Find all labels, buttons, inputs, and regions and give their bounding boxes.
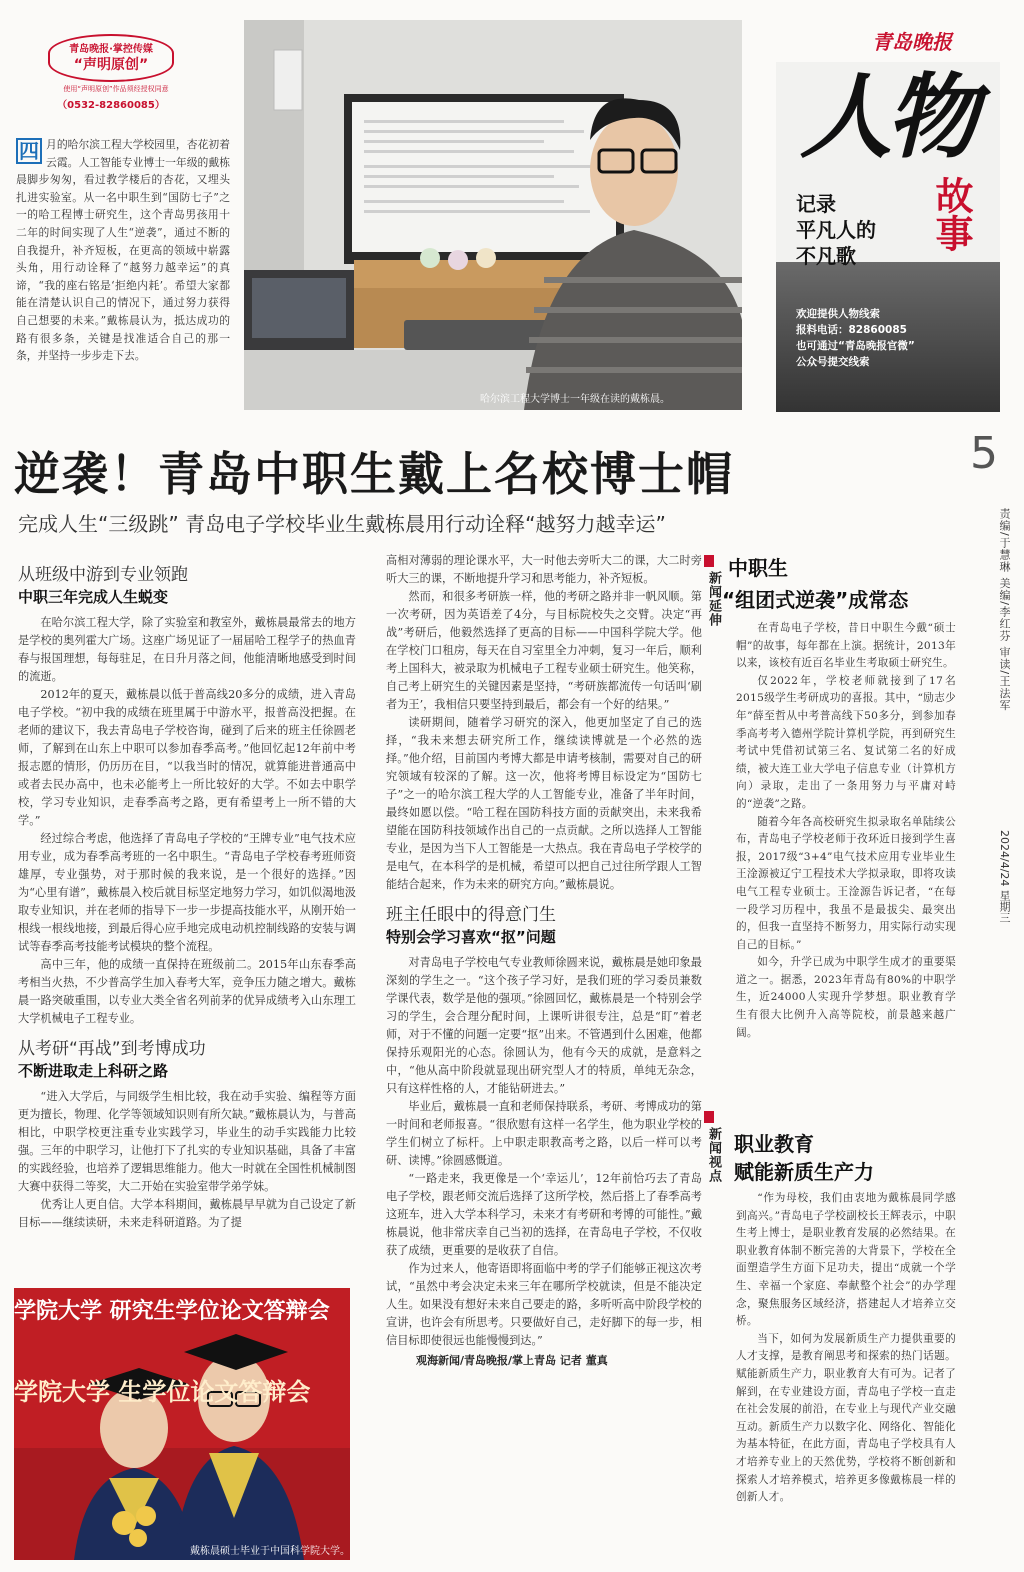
graduation-scene (14, 1288, 350, 1560)
column-2 (386, 552, 702, 1368)
col2-paragraph: “一路走来，我更像是一个‘幸运儿’，12年前恰巧去了青岛电子学校，跟老师交流后选择了这所学校，然后搭上了春季高考这班车，进入大学本科学习，未来才有考研和考博的可能性。”戴栋晨说，他非常庆幸自己当初的选择，在青岛电子学校，不仅收获了成绩，更重要的是收获了自信。 (386, 1172, 702, 1257)
stamp-line3: 使用“声明原创”作品须经授权同意 (63, 85, 169, 93)
intro-drop-cap: 四 (16, 138, 42, 164)
col1-paragraph: 优秀让人更自信。大学本科期间，戴栋晨早早就为自己设定了新目标——继续读研，未来走科研道路。为了提 (18, 1198, 356, 1229)
section1-heading: 从班级中游到专业领跑 (18, 565, 188, 585)
col2-paragraph: 高相对薄弱的理论课水平，大一时他去旁听大二的课，大二时旁听大三的课，不断地提升学习和思考能力，补齐短板。 (386, 554, 702, 585)
bottom-photo (14, 1288, 350, 1560)
red-marker-icon (704, 555, 714, 567)
headline-subtitle: 完成人生“三级跳” 青岛电子学校毕业生戴栋晨用行动诠释“越努力越幸运” (18, 512, 666, 536)
col1-paragraph: 在哈尔滨工程大学，除了实验室和教室外，戴栋晨最常去的地方是学校的奥列霍大广场。这座广场见证了一届届哈工程学子的热血青春与报国理想，每每驻足，在日升月落之间，他能清晰地感受到时间的流逝。 (18, 616, 356, 683)
col1-paragraph: 经过综合考虑，他选择了青岛电子学校的“王牌专业”电气技术应用专业，成为春季高考班的一名中职生。“青岛电子学校春考班师资雄厚，专业强势，对于那时候的我来说，是一个很好的选择。”因为“心里有谱”，戴栋晨入校后就目标坚定地努力学习，如饥似渴地汲取专业知识，并在老师的指导下一步一步提高技能水平，从刚开始一根线一根线地接，到最后得心应手地完成电动机控制线路的安装与调试等春季高考技能考试模块的整个流程。 (18, 832, 356, 953)
column-title-vertical: 故事 (929, 176, 974, 252)
col2-paragraph: 读研期间，随着学习研究的深入，他更加坚定了自己的选择，“我未来想去研究所工作，继续读博就是一个必然的选择。”他介绍，目前国内考博大都是申请考核制，需要对自己的研究领域有较深的了解。这一次，他将考博目标设定为“国防七子”之一的哈尔滨工程大学的人工智能专业，准备了半年时间，最终如愿以偿。“哈工程在国防科技方面的贡献突出，未来我希望能在国防科技领域作出自己的一点贡献。之所以选择人工智能专业，是因为当下人工智能是一大热点。我在青岛电子学校学的是电气，在本科学的是机械，希望可以把自己过往所学跟人工智能结合起来，作为未来的研究方向。”戴栋晨说。 (386, 716, 702, 891)
side-paragraph: 在青岛电子学校，昔日中职生今戴“硕士帽”的故事，每年都在上演。据统计，2013年以来，该校有近百名毕业生考取硕士研究生。 (736, 622, 956, 670)
side-paragraph: 如今，升学已成为中职学生成才的重要渠道之一。据悉，2023年青岛有80%的中职学生，近24000人实现升学梦想。职业教育学生有很大比例升入高等院校，前景越来越广阔。 (736, 956, 956, 1039)
section3-subheading: 特别会学习喜欢“抠”问题 (386, 928, 556, 946)
contact-line1: 欢迎提供人物线索 (796, 308, 880, 320)
contact-line4: 公众号提交线索 (796, 356, 870, 368)
col2-paragraph: 然而，和很多考研族一样，他的考研之路并非一帆风顺。第一次考研，因为英语差了4分，与目标院校失之交臂。决定“再战”考研后，他毅然选择了更高的目标——中国科学院大学。他在学校门口租房，每天在自习室里全力冲刺，复习一年后，顺利考上国科大，被录取为机械电子工程专业硕士研究生。他笑称，自己考上研究生的关键因素是坚持，“考研族都流传一句话叫‘刷者为王’，我相信只要坚持到最后，都会有一个好的结果。” (386, 590, 702, 711)
col2-paragraph: 作为过来人，他寄语即将面临中考的学子们能够正视这次考试，“虽然中考会决定未来三年在哪所学校就读，但是不能决定人生。如果没有想好未来自己要走的路，多听听高中阶段学校的宣讲，也许会有所思考。只要做好自己，走好脚下的每一步，相信目标即使很远也能慢慢到达。” (386, 1262, 702, 1347)
col1-paragraph: “进入大学后，与同级学生相比较，我在动手实验、编程等方面更为擅长，物理、化学等领域知识则有所欠缺。”戴栋晨认为，与普高相比，中职学校更注重专业实践学习，毕业生的动手实践能力比较强。三年的中职学习，让他打下了扎实的专业知识基础，具备了丰富的实践经验，也培养了逻辑思维能力。他大一时就在全国性机械制图大赛中获得二等奖，大二开始在实验室带学弟学妹。 (18, 1090, 356, 1193)
byline: 观海新闻/青岛晚报/掌上青岛 记者 董真 (416, 1354, 608, 1367)
headline-title: 逆袭！青岛中职生戴上名校博士帽 (14, 447, 734, 501)
side-section-2 (736, 1190, 956, 1507)
original-stamp (36, 28, 196, 112)
side-paragraph: “作为母校，我们由衷地为戴栋晨同学感到高兴。”青岛电子学校副校长王辉表示，中职生考上博士，是职业教育发展的必然结果。在职业教育体制不断完善的大背景下，学校在全面塑造学生方面下足功夫，提出“成就一个学生、幸福一个家庭、奉献整个社会”的办学理念，聚焦服务区域经济，搭建起人才培养立交桥。 (736, 1192, 956, 1328)
column-slogan-3: 不凡歌 (796, 244, 856, 268)
stamp-line2: “声明原创” (73, 57, 149, 73)
side-tag-2 (704, 1108, 720, 1183)
side-heading-1b: “组团式逆袭”成常态 (722, 588, 909, 612)
column-slogan-1: 记录 (796, 192, 836, 216)
col2-paragraph: 毕业后，戴栋晨一直和老师保持联系，考研、考博成功的第一时间和老师报喜。“很欣慰有这样一名学生，他为职业学校的学生们树立了标杆。上中职走职教高考之路，以后一样可以考研、读博。”徐圆感慨道。 (386, 1100, 702, 1167)
side-heading-1a: 中职生 (728, 556, 788, 580)
section2-heading: 从考研“再战”到考博成功 (18, 1039, 206, 1059)
contact-line2: 报料电话：82860085 (796, 324, 907, 336)
col1-paragraph: 高中三年，他的成绩一直保持在班级前二。2015年山东春季高考相当火热，不少普高学生加入春考大军，竞争压力随之增大。戴栋晨一路突破重围，以专业大类全省名列前茅的优异成绩考入山东理工大学机械电子工程专业。 (18, 958, 356, 1025)
photo-scene (244, 20, 742, 410)
column-slogan-2: 平凡人的 (796, 218, 876, 242)
issue-date: 2024/4/24 星期三 (998, 830, 1011, 923)
section3-heading: 班主任眼中的得意门生 (386, 905, 556, 925)
side-section-1 (736, 620, 956, 1042)
page-number: 5 (970, 428, 998, 479)
side-tag-label: 新闻延伸 (706, 571, 721, 627)
top-photo (244, 20, 742, 410)
side-paragraph: 随着今年各高校研究生拟录取名单陆续公布，青岛电子学校老师于孜环近日接到学生喜报，2017级“3+4”电气技术应用专业毕业生王淦源被辽宁工程技术大学拟录取，即将攻读电气工程专业硕士。王淦源告诉记者，“在每一段学习历程中，我虽不是最拔尖、最突出的，但我一直坚持不断努力，用实际行动实现自己的目标。” (736, 815, 956, 951)
photo-banner-2: 学院大学 生学位论文答辩会 (14, 1378, 311, 1406)
column-title-big: 人物 (800, 63, 973, 171)
intro-paragraph (16, 136, 230, 365)
stamp-line1: 青岛晚报·掌控传媒 (69, 44, 153, 55)
staff-credits: 责编/于慧琳 美编/李红芬 审读/王法军 (998, 508, 1011, 712)
stamp-phone: （0532-82860085） (57, 100, 165, 111)
top-photo-caption: 哈尔滨工程大学博士一年级在读的戴栋晨。 (480, 394, 670, 405)
brand-name: 青岛晚报 (872, 30, 952, 54)
col1-paragraph: 2012年的夏天，戴栋晨以低于普高线20多分的成绩，进入青岛电子学校。“初中我的成绩在班里属于中游水平，报普高没把握。在老师的建议下，我去青岛电子学校咨询，碰到了后来的班主任徐圆老师，了解到在山东上中职可以参加春季高考。”他回忆起12年前中考报志愿的情形，仍历历在目，“以我当时的情况，就算能进普通高中或者去民办高中，也未必能考上一所比较好的大学。不如去中职学校，学习专业知识，走春季高考之路，更有希望考上一所不错的大学。” (18, 688, 356, 827)
side-paragraph: 仅2022年，学校老师就接到了17名2015级学生考研成功的喜报。其中，“励志少年”薛至哲从中考普高线下50多分，到参加春季高考考入德州学院计算机学院，再到研究生考试中凭借初试第三名、复试第二名的好成绩，被大连工业大学电子信息专业（计算机方向）录取，走出了一条用努力与平庸对峙的“逆袭”之路。 (736, 674, 956, 810)
side-paragraph: 当下，如何为发展新质生产力提供重要的人才支撑，是教育阐思考和探索的热门话题。赋能新质生产力，职业教育大有可为。记者了解到，在专业建设方面，青岛电子学校一直走在社会发展的前沿，在专业上与现代产业交融互动。新质生产力以数字化、网络化、智能化为基本特征，在此方面，青岛电子学校具有人才培养专业上的天然优势，学校将不断创新和探索人才培养模式，培养更多像戴栋晨一样的创新人才。 (736, 1332, 956, 1504)
section1-subheading: 中职三年完成人生蜕变 (18, 588, 169, 606)
side-tag-1 (704, 552, 720, 627)
photo-banner-1: 学院大学 研究生学位论文答辩会 (14, 1299, 330, 1324)
red-marker-icon (704, 1111, 714, 1123)
side-heading-2a: 职业教育 (734, 1132, 814, 1156)
side-heading-2b: 赋能新质生产力 (734, 1160, 874, 1184)
col2-paragraph: 对青岛电子学校电气专业教师徐圆来说，戴栋晨是她印象最深刻的学生之一。“这个孩子学习好，是我们班的学习委员兼数学课代表，数学是他的强项。”徐圆回忆，戴栋晨是一个特别会学习的学生，会合理分配时间，上课听讲很专注，总是“盯”着老师，对于不懂的问题一定要“抠”出来。不管遇到什么困难，他都保持乐观阳光的心态。徐圆认为，他有今天的成就，是意料之中，“他从高中阶段就显现出研究型人才的特质，单纯无杂念，只有这样性格的人，才能钻研进去。” (386, 956, 702, 1095)
contact-line3: 也可通过“青岛晚报官微” (796, 340, 915, 352)
section2-subheading: 不断进取走上科研之路 (18, 1062, 169, 1080)
column-1 (18, 564, 356, 1232)
intro-text: 月的哈尔滨工程大学校园里，杏花初着云霞。人工智能专业博士一年级的戴栋晨脚步匆匆，看过教学楼后的杏花，又埋头扎进实验室。从一名中职生到“国防七子”之一的哈工程博士研究生，这个青岛男孩用十二年的时间实现了人生“逆袭”，通过不断的自我提升，补齐短板，在更高的领域中崭露头角，用行动诠释了“越努力越幸运”的真谛，“我的座右铭是‘拒绝内耗’。希望大家都能在清楚认识自己的情况下，通过努力获得自己想要的未来。”戴栋晨认为，抵达成功的路有很多条，关键是找准适合自己的那一条，并坚持一步步走下去。 (16, 138, 230, 363)
column-contact (796, 306, 915, 370)
bottom-photo-caption: 戴栋晨硕士毕业于中国科学院大学。 (190, 1546, 350, 1557)
side-tag-label: 新闻视点 (706, 1127, 721, 1183)
